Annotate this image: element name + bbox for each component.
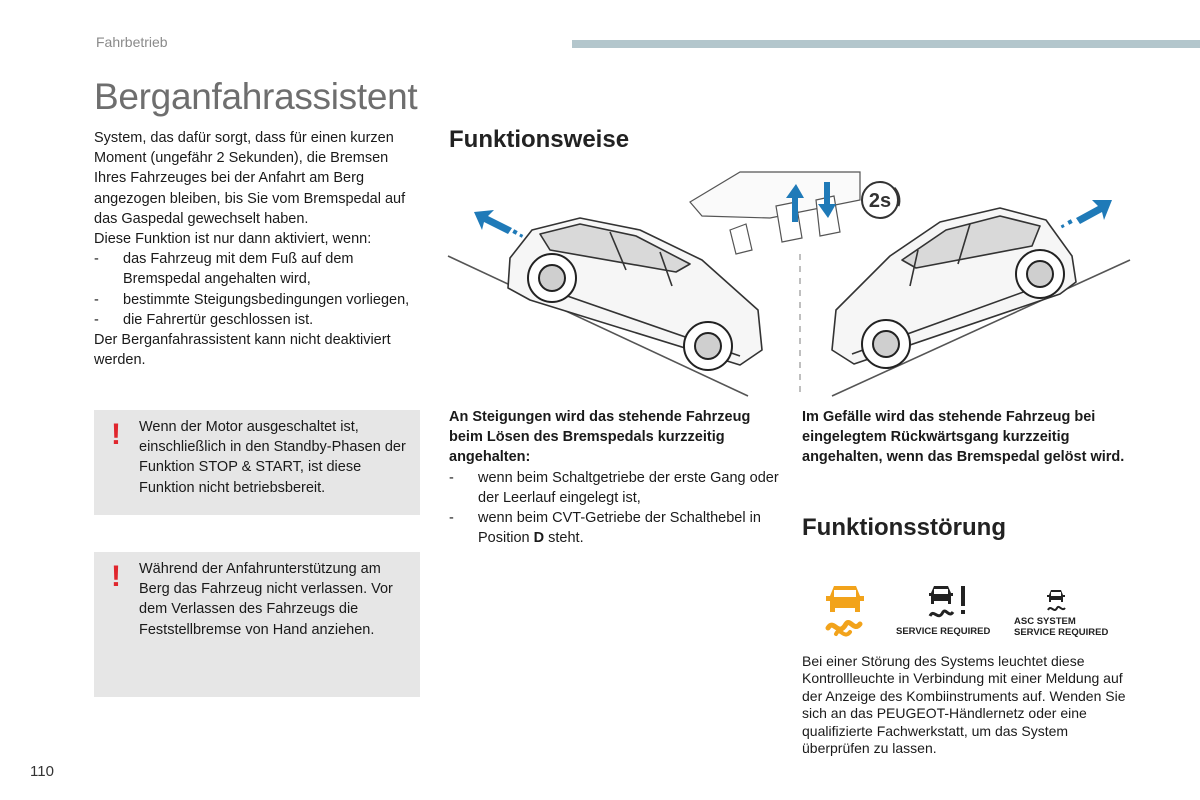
list-item: - bestimmte Steigungsbedingungen vorliegen, [94,290,424,310]
warning-text: Wenn der Motor ausgeschaltet ist, einschließlich in den Standby-Phasen der Funktion STOP & START, ist diese Funktion nicht betriebsbereit. [139,419,406,496]
hill-start-illustration [440,160,1140,400]
intro-paragraph: System, das dafür sorgt, dass für einen kurzen Moment (ungefähr 2 Sekunden), die Bremsen Ihres Fahrzeuges bei der Anfahrt am Berg angezogen bleiben, bis Sie vom Bremspedal auf das Gaspedal gewechselt haben. [94,130,406,227]
header-accent-rule [572,40,1200,48]
fault-description: Bei einer Störung des Systems leuchtet diese Kontrollleuchte in Verbindung mit einer Meldung auf der Anzeige des Kombiinstruments auf. Wenden Sie sich an das PEUGEOT-Händlernetz oder eine qualifizierte Fachwerkstatt, um das System überprüfen zu lassen. [802,653,1126,757]
timer-2s-badge [862,182,899,218]
page-number: 110 [30,763,54,780]
warning-exclamation-icon: ! [111,560,121,593]
gear-position-label: D [533,530,545,547]
condition-list [94,249,424,330]
warning-box-leave-vehicle [94,552,420,697]
intro-text-block [94,128,424,370]
timer-label: 2s [868,190,892,212]
forward-arrow-icon [474,210,523,238]
closing-paragraph: Der Berganfahrassistent kann nicht deaktiviert werden. [94,332,391,369]
uphill-description [449,407,779,548]
skid-warning-icon [826,586,864,635]
skid-service-icon [896,586,990,637]
warning-text: Während der Anfahrunterstützung am Berg das Fahrzeug nicht verlassen. Vor dem Verlassen des Fahrzeugs die Feststellbremse von Hand anziehen. [139,561,393,638]
list-item [449,508,779,548]
list-item: - wenn beim Schaltgetriebe der erste Gang oder der Leerlauf eingelegt ist, [449,468,779,508]
uphill-list [449,468,779,549]
list-item-text: wenn beim CVT-Getriebe der Schalthebel in Position [478,510,761,547]
indicator-label: SERVICE REQUIRED [1014,627,1109,638]
reverse-arrow-icon [1061,200,1112,228]
list-item: - das Fahrzeug mit dem Fuß auf dem Bremspedal angehalten wird, [94,249,424,289]
indicator-label: SERVICE REQUIRED [896,626,991,637]
section-label: Fahrbetrieb [96,34,168,50]
list-item: - die Fahrertür geschlossen ist. [94,310,424,330]
pedal-box-sketch [690,172,860,254]
warning-indicators-row [820,582,1120,642]
warning-exclamation-icon: ! [111,418,121,451]
asc-service-icon [1014,590,1108,638]
downhill-description: Im Gefälle wird das stehende Fahrzeug bei eingelegtem Rückwärtsgang kurzzeitig angehalten, wenn das Bremspedal gelöst wird. [802,409,1125,466]
list-item-text: steht. [544,530,584,547]
section-heading-funktionsweise: Funktionsweise [449,126,630,153]
uphill-lead: An Steigungen wird das stehende Fahrzeug beim Lösen des Bremspedals kurzzeitig angehalten: [449,409,751,466]
warning-box-motor-off [94,410,420,515]
section-heading-funktionsstoerung: Funktionsstörung [802,514,1006,541]
indicator-label: ASC SYSTEM [1014,616,1076,627]
page-title: Berganfahrassistent [94,76,418,117]
condition-intro: Diese Funktion ist nur dann aktiviert, wenn: [94,231,372,248]
